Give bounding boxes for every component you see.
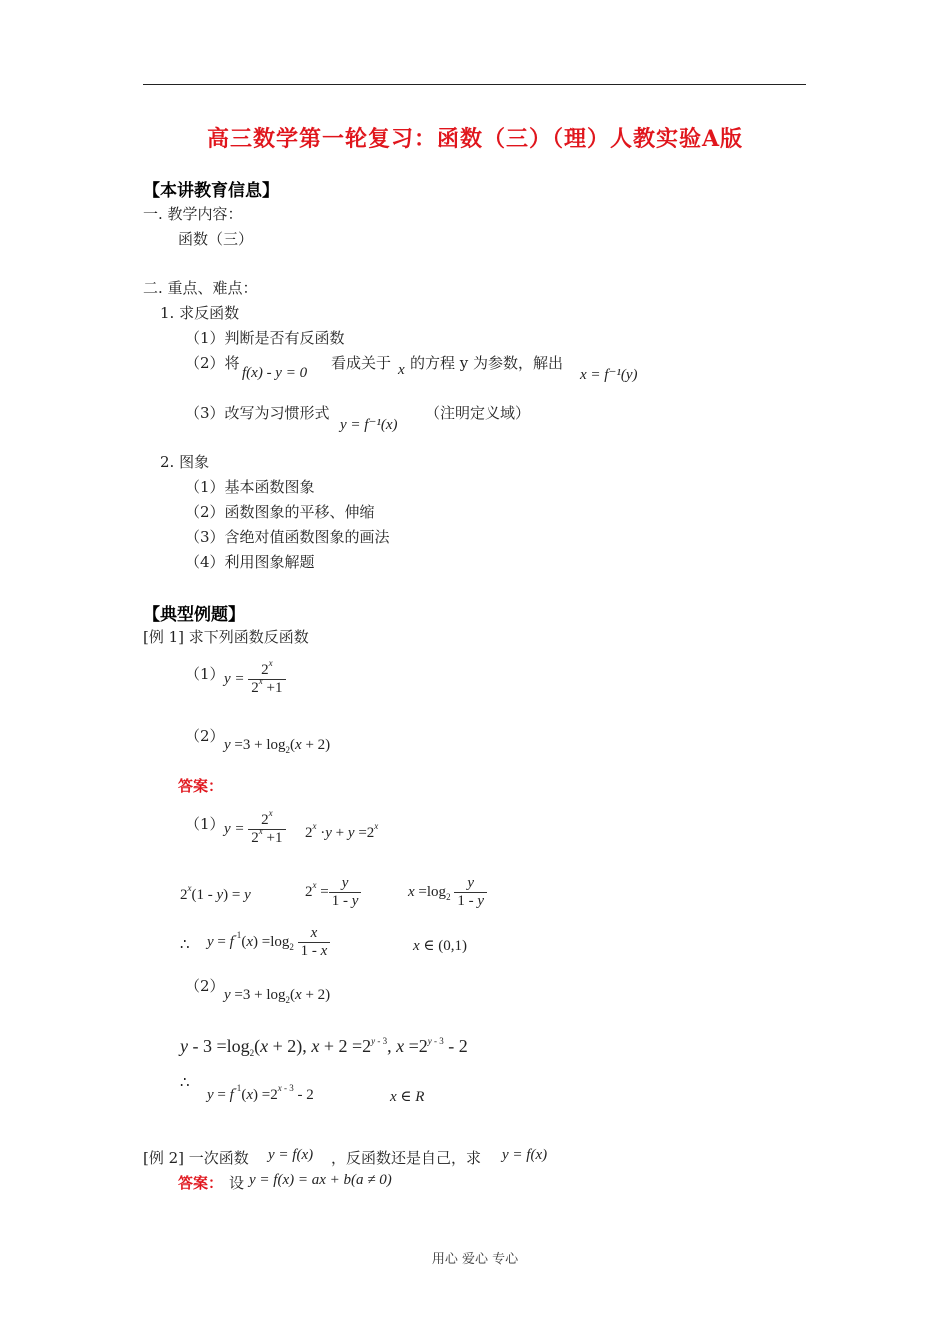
answer-1-label: （1） <box>185 815 225 833</box>
answer-2-label: （2） <box>185 977 225 995</box>
point-2-label: 2. 图象 <box>160 453 210 471</box>
answer-1-step-4: 2$^x$ = $\frac{y}{1 - y}$ <box>305 875 361 910</box>
point-1-step-2-mid: 看成关于 <box>331 354 392 372</box>
teaching-content-label: 一. 教学内容： <box>143 205 243 223</box>
answer-2-domain: x ∈ R <box>390 1089 425 1105</box>
question-1-label: （1） <box>185 665 225 683</box>
equation-x-inverse: x = f⁻¹(y) <box>580 367 638 383</box>
point-2-step-1: （1）基本函数图象 <box>185 478 315 496</box>
point-1-step-2-suffix: 的方程 y 为参数，解出 <box>410 354 564 372</box>
answer-1-step-3: 2$^x$(1 - y) = y <box>180 883 251 903</box>
point-1-step-3-suffix: （注明定义域） <box>425 404 531 422</box>
question-2-formula: $y =3 + \log_2(x + 2)$ <box>224 737 331 755</box>
example-2-answer-label: 答案： <box>178 1174 224 1192</box>
point-2-step-2: （2）函数图象的平移、伸缩 <box>185 503 375 521</box>
point-1-step-2-prefix: （2）将 <box>185 354 240 372</box>
point-1-label: 1. 求反函数 <box>160 304 240 322</box>
answer-2-step-1: $y =3 + \log_2(x + 2)$ <box>224 987 331 1005</box>
example-2-eq-2: y = f(x) <box>502 1147 548 1163</box>
key-points-label: 二. 重点、难点： <box>143 279 258 297</box>
therefore-symbol-1: ∴ <box>180 935 190 953</box>
example-1-label: [例 1] 求下列函数反函数 <box>143 628 309 646</box>
header-rule <box>143 84 806 85</box>
example-2-answer-eq: y = f(x) = ax + b(a ≠ 0) <box>249 1172 392 1188</box>
section-heading-info: 【本讲教育信息】 <box>143 181 279 201</box>
answer-1-step-2: $2^x \cdot y + y =2^x$ <box>305 821 379 841</box>
answer-label-1: 答案： <box>178 777 224 795</box>
question-1-formula: y = $\frac{2^x}{2^x +1}$ <box>224 662 286 697</box>
answer-1-domain: x ∈ (0,1) <box>413 938 468 954</box>
example-2-mid: ，反函数还是自己，求 <box>331 1149 482 1167</box>
example-2-prefix: [例 2] 一次函数 <box>143 1149 249 1167</box>
page-footer: 用心 爱心 专心 <box>431 1252 519 1267</box>
point-2-step-4: （4）利用图象解题 <box>185 553 315 571</box>
point-2-step-3: （3）含绝对值函数图象的画法 <box>185 528 390 546</box>
page-title: 高三数学第一轮复习：函数（三）（理）人教实验A版 <box>206 126 744 152</box>
question-2-label: （2） <box>185 727 225 745</box>
answer-1-result: $y = f^{-1}(x) =\log_2$ $\frac{x}{1 - x}$ <box>207 925 330 960</box>
point-1-step-3-prefix: （3）改写为习惯形式 <box>185 404 330 422</box>
answer-2-step-2: $y - 3 =\log_2(x + 2)$, $x + 2 =2^{y - 3}$, $x =2^{y - 3} - 2$ <box>180 1036 468 1058</box>
section-heading-examples: 【典型例题】 <box>143 605 245 625</box>
therefore-symbol-2: ∴ <box>180 1073 190 1091</box>
example-2-eq-1: y = f(x) <box>268 1147 314 1163</box>
answer-2-result: $y = f^{-1}(x) =2^{x - 3} - 2$ <box>207 1083 314 1103</box>
point-1-step-1: （1）判断是否有反函数 <box>185 329 345 347</box>
answer-1-step-5: $x =\log_2$ $\frac{y}{1 - y}$ <box>408 875 487 910</box>
equation-y-inverse: y = f⁻¹(x) <box>340 417 398 433</box>
equation-fx-minus-y: f(x) - y = 0 <box>242 365 308 381</box>
example-2-answer-prefix: 设 <box>229 1174 245 1192</box>
variable-x: x <box>398 362 405 378</box>
answer-1-step-1: y = $\frac{2^x}{2^x +1}$ <box>224 812 286 847</box>
teaching-content-text: 函数（三） <box>178 230 254 248</box>
